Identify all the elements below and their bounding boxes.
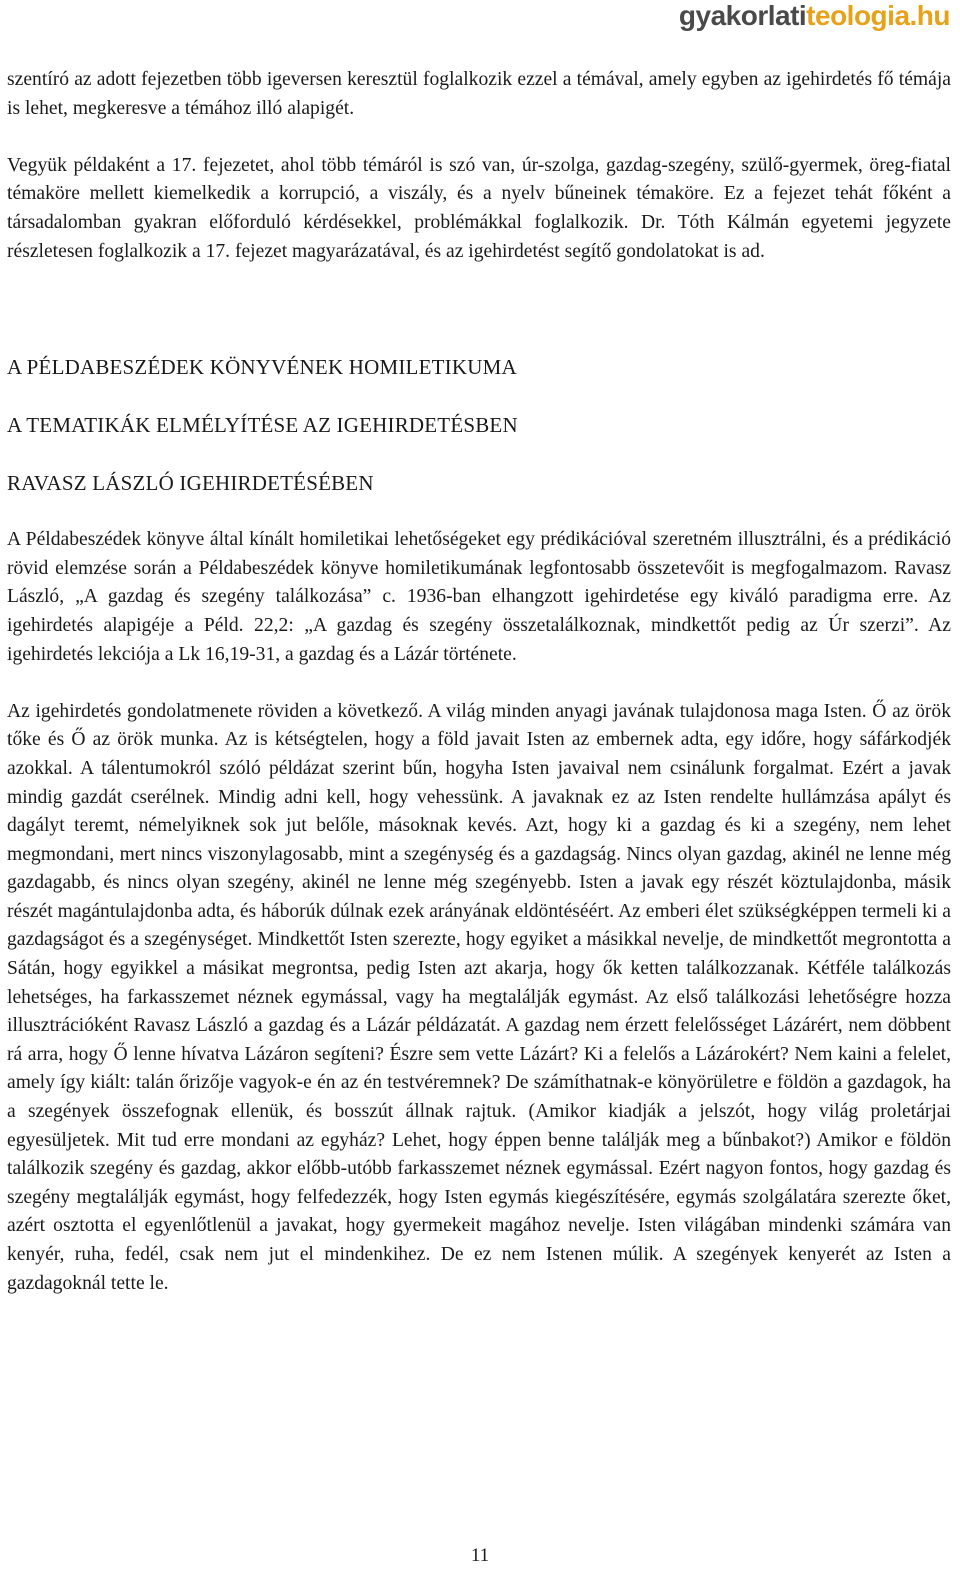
body-text (7, 526, 951, 1298)
body-paragraph: Az igehirdetés gondolatmenete röviden a következő. A világ minden anyagi javának tulajdonosa maga Isten. Ő az örök tőke és Ő az örök munka. Az is kétségtelen, hogy a föld javait Isten az embernek adta, egy időre, hogy sáfárkodjék azokkal. A tálentumokról szóló példázat szerint bűn, hogyha Isten javaival nem csinálunk forgalmat. Ezért a javak mindig gazdát cserélnek. Mindig adni kell, hogy vehessünk. A javaknak ez az Isten rendelte hullámzása apályt és dagályt teremt, némelyiknek sok jut belőle, másoknak kevés. Azt, hogy ki a gazdag és ki a szegény, nem lehet megmondani, mert nincs viszonylagosabb, mint a szegénység és a gazdagság. Nincs olyan gazdag, akinél ne lenne még gazdagabb, és nincs olyan szegény, akinél ne lenne még szegényebb. Isten a javak egy részét köztulajdonba, másik részét magántulajdonba adta, és háborúk dúlnak ezek arányának eldöntéséért. Az emberi élet szükségképpen termeli ki a gazdagságot és a szegénységet. Mindkettőt Isten szerezte, hogy egyiket a másikkal nevelje, de mindkettőt megrontotta a Sátán, hogy egyikkel a másikat megrontsa, pedig Isten azt akarja, hogy ők ketten találkozzanak. Kétféle találkozás lehetséges, ha farkasszemet néznek egymással, vagy ha megtalálják egymást. Az első találkozási lehetőségre hozza illusztrációként Ravasz László a gazdag és a Lázár példázatát. A gazdag nem érzett felelősséget Lázárért, nem döbbent rá arra, hogy Ő lenne hívatva Lázáron segíteni? Észre sem vette Lázárt? Ki a felelős a Lázárokért? Nem kaini a felelet, amely így kiált: talán őrizője vagyok-e én az én testvéremnek? De számíthatnak-e könyörületre e földön a gazdagok, ha a szegények összefognak ellenük, és bosszút állnak rajtuk. (Amikor kiadják a jelszót, hogy világ proletárjai egyesüljetek. Mit tud erre mondani az egyház? Lehet, hogy éppen benne találják meg a bűnbakot?) Amikor e földön találkozik szegény és gazdag, akkor előbb-utóbb farkasszemet néznek egymással. Ezért nagyon fontos, hogy gazdag és szegény megtalálják egymást, hogy felfedezzék, hogy Isten egymás kiegészítésére, egymás szolgálatára szerezte őket, azért osztotta el egyenlőtlenül a javakat, hogy gyermekeit magához nevelje. Isten világában mindenki számára van kenyér, ruha, fedél, csak nem jut el mindenkihez. De ez nem Istenen múlik. A szegények kenyerét az Isten a gazdagoknál tette le. (7, 700, 951, 1294)
section-heading: A PÉLDABESZÉDEK KÖNYVÉNEK HOMILETIKUMA (7, 355, 517, 380)
intro-paragraph: szentíró az adott fejezetben több igeversen keresztül foglalkozik ezzel a témával, amely egyben az igehirdetés fő témája is lehet, megkeresve a témához illó alapigét. (7, 69, 951, 119)
site-logo (679, 0, 950, 34)
intro-paragraph: Vegyük példaként a 17. fejezetet, ahol több témáról is szó van, úr-szolga, gazdag-szegény, szülő-gyermek, öreg-fiatal témaköre mellett kiemelkedik a korrupció, a viszály, és a nyelv bűneinek témaköre. Ez a fejezet tehát főként a társadalomban gyakran előforduló kérdésekkel, problémákkal foglalkozik. Dr. Tóth Kálmán egyetemi jegyzete részletesen foglalkozik a 17. fejezet magyarázatával, és az igehirdetést segítő gondolatokat is ad. (7, 154, 951, 262)
section-headings (7, 352, 951, 498)
body-paragraph: A Példabeszédek könyve által kínált homiletikai lehetőségeket egy prédikációval szeretném illusztrálni, és a prédikáció rövid elemzése során a Példabeszédek könyve homiletikumának legfontosabb összetevőit is megfogalmazom. Ravasz László, „A gazdag és szegény találkozása” c. 1936-ban elhangzott igehirdetése egy kiváló paradigma erre. Az igehirdetés alapigéje a Péld. 22,2: „A gazdag és szegény összetalálkoznak, mindkettőt pedig az Úr szerzi”. Az igehirdetés lekciója a Lk 16,19-31, a gazdag és a Lázár története. (7, 529, 951, 665)
logo-text-gyakorlati: gyakorlati (678, 0, 807, 31)
logo-text-teologia: teologia.hu (806, 0, 950, 31)
page-number: 11 (470, 1545, 490, 1566)
page-content (7, 66, 951, 1298)
section-heading: RAVASZ LÁSZLÓ IGEHIRDETÉSÉBEN (7, 471, 374, 496)
section-heading: A TEMATIKÁK ELMÉLYÍTÉSE AZ IGEHIRDETÉSBEN (7, 413, 518, 438)
